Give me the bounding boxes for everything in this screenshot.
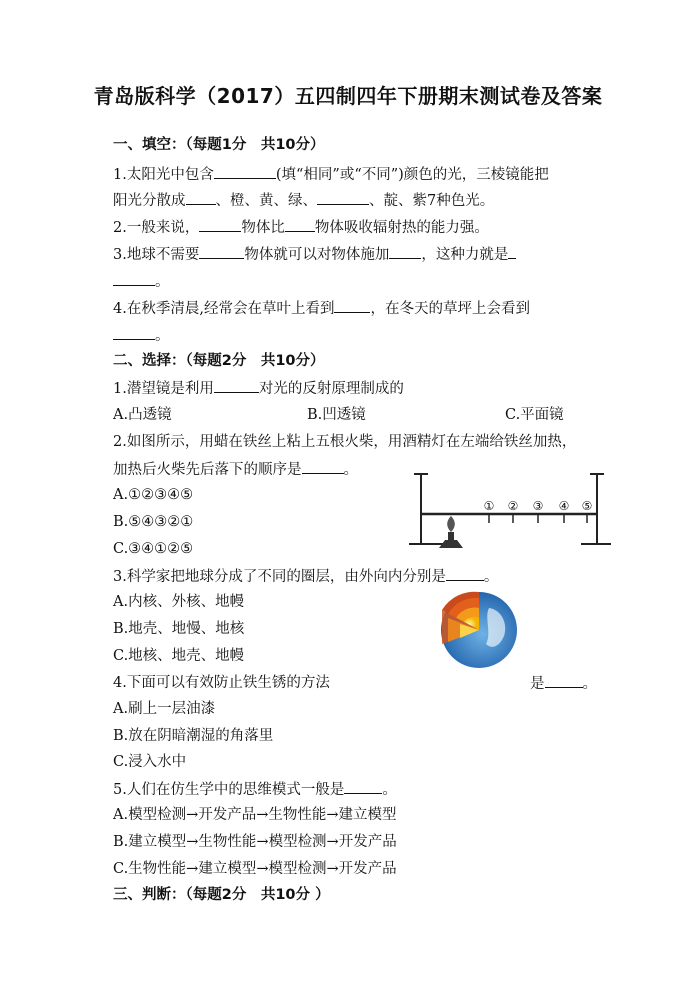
match-label: ④ <box>558 499 570 513</box>
question-text: 。 <box>155 328 170 344</box>
question-text: 2.一般来说， <box>113 220 200 236</box>
question-text: 4.下面可以有效防止铁生锈的方法 <box>113 675 330 691</box>
question-text: ，这种力就是 <box>421 247 509 263</box>
answer-blank <box>113 325 155 340</box>
answer-blank <box>389 244 421 259</box>
option-b: B.凹透镜 <box>307 407 366 423</box>
answer-blank <box>545 673 583 688</box>
answer-blank <box>302 459 344 474</box>
question-1-1 <box>113 164 549 185</box>
question-text: 。 <box>343 462 358 478</box>
question-text: 。 <box>382 782 397 798</box>
alcohol-lamp-icon <box>439 516 463 548</box>
question-1-3 <box>113 244 516 265</box>
question-text: 4.在秋季清晨,经常会在草叶上看到 <box>113 301 335 317</box>
option-a: A.凸透镜 <box>113 407 172 423</box>
option-c: C.生物性能→建立模型→模型检测→开发产品 <box>113 861 397 877</box>
answer-blank <box>285 217 315 232</box>
question-2-5 <box>113 779 397 800</box>
option-a: A.内核、外核、地幔 <box>113 594 245 610</box>
question-2-2: 2.如图所示，用蜡在铁丝上粘上五根火柴，用酒精灯在左端给铁丝加热， <box>113 434 577 450</box>
answer-blank <box>317 190 369 205</box>
question-text: 阳光分散成 <box>113 193 186 209</box>
question-text: 、靛、紫7种色光。 <box>369 193 495 209</box>
question-2-4-tail <box>530 673 597 694</box>
question-2-1 <box>113 378 404 399</box>
question-1-4 <box>113 298 530 319</box>
question-text: ，在冬天的草坪上会看到 <box>370 301 530 317</box>
question-text: 5.人们在仿生学中的思维模式一般是 <box>113 782 345 798</box>
option-a: A.刷上一层油漆 <box>113 701 216 717</box>
question-text: 加热后火柴先后落下的顺序是 <box>113 462 302 478</box>
question-text: 、橙、黄、绿、 <box>215 193 317 209</box>
question-1-4-cont <box>113 325 170 346</box>
match-label: ③ <box>532 499 544 513</box>
section-3-heading: 三、判断：（每题2分 共10分 ） <box>113 887 330 903</box>
question-text: 。 <box>155 274 170 290</box>
section-1-heading: 一、填空：（每题1分 共10分） <box>113 137 325 153</box>
question-text: 物体比 <box>241 220 285 236</box>
page-title: 青岛版科学（2017）五四制四年下册期末测试卷及答案 <box>93 84 603 108</box>
question-text: 1.潜望镜是利用 <box>113 381 214 397</box>
question-text: 。 <box>483 569 499 585</box>
answer-blank <box>344 779 382 794</box>
option-b: B.建立模型→生物性能→模型检测→开发产品 <box>113 834 397 850</box>
answer-blank <box>214 378 259 393</box>
answer-blank <box>199 244 244 259</box>
question-text: 是 <box>530 676 545 692</box>
match-label: ⑤ <box>581 499 593 513</box>
question-2-2-cont <box>113 459 358 480</box>
question-2-4 <box>113 673 330 693</box>
option-b: B.⑤④③②① <box>113 514 194 530</box>
option-a: A.模型检测→开发产品→生物性能→建立模型 <box>113 807 397 823</box>
answer-blank <box>446 566 484 581</box>
question-text: 3.科学家把地球分成了不同的圈层，由外向内分别是 <box>113 569 446 585</box>
question-text: 对光的反射原理制成的 <box>258 381 404 397</box>
answer-blank <box>508 244 516 259</box>
match-label: ② <box>507 499 519 513</box>
question-1-1-cont <box>113 190 494 211</box>
option-c: C.浸入水中 <box>113 754 187 770</box>
earth-layers-figure <box>434 588 524 670</box>
question-text: 物体吸收辐射热的能力强。 <box>314 220 489 236</box>
iron-wire-apparatus-figure <box>405 470 615 550</box>
answer-blank <box>186 190 216 205</box>
answer-blank <box>214 164 276 179</box>
question-2-3 <box>113 566 498 587</box>
question-text: 3.地球不需要 <box>113 247 200 263</box>
option-c: C.平面镜 <box>505 407 564 423</box>
match-label: ① <box>483 499 495 513</box>
question-text: 1.太阳光中包含 <box>113 167 214 183</box>
option-c: C.③④①②⑤ <box>113 541 194 557</box>
question-1-3-cont <box>113 271 170 292</box>
option-b: B.放在阴暗潮湿的角落里 <box>113 728 274 744</box>
option-a: A.①②③④⑤ <box>113 487 194 503</box>
answer-blank <box>113 271 155 286</box>
option-b: B.地壳、地慢、地核 <box>113 621 245 637</box>
question-text: (填“相同”或“不同”)颜色的光，三棱镜能把 <box>275 167 549 183</box>
answer-blank <box>199 217 241 232</box>
option-c: C.地核、地壳、地幔 <box>113 648 245 664</box>
section-2-heading: 二、选择：（每题2分 共10分） <box>113 353 325 369</box>
answer-blank <box>334 298 370 313</box>
question-1-2 <box>113 217 489 238</box>
question-text: 。 <box>582 676 597 692</box>
question-text: 物体就可以对物体施加 <box>244 247 390 263</box>
